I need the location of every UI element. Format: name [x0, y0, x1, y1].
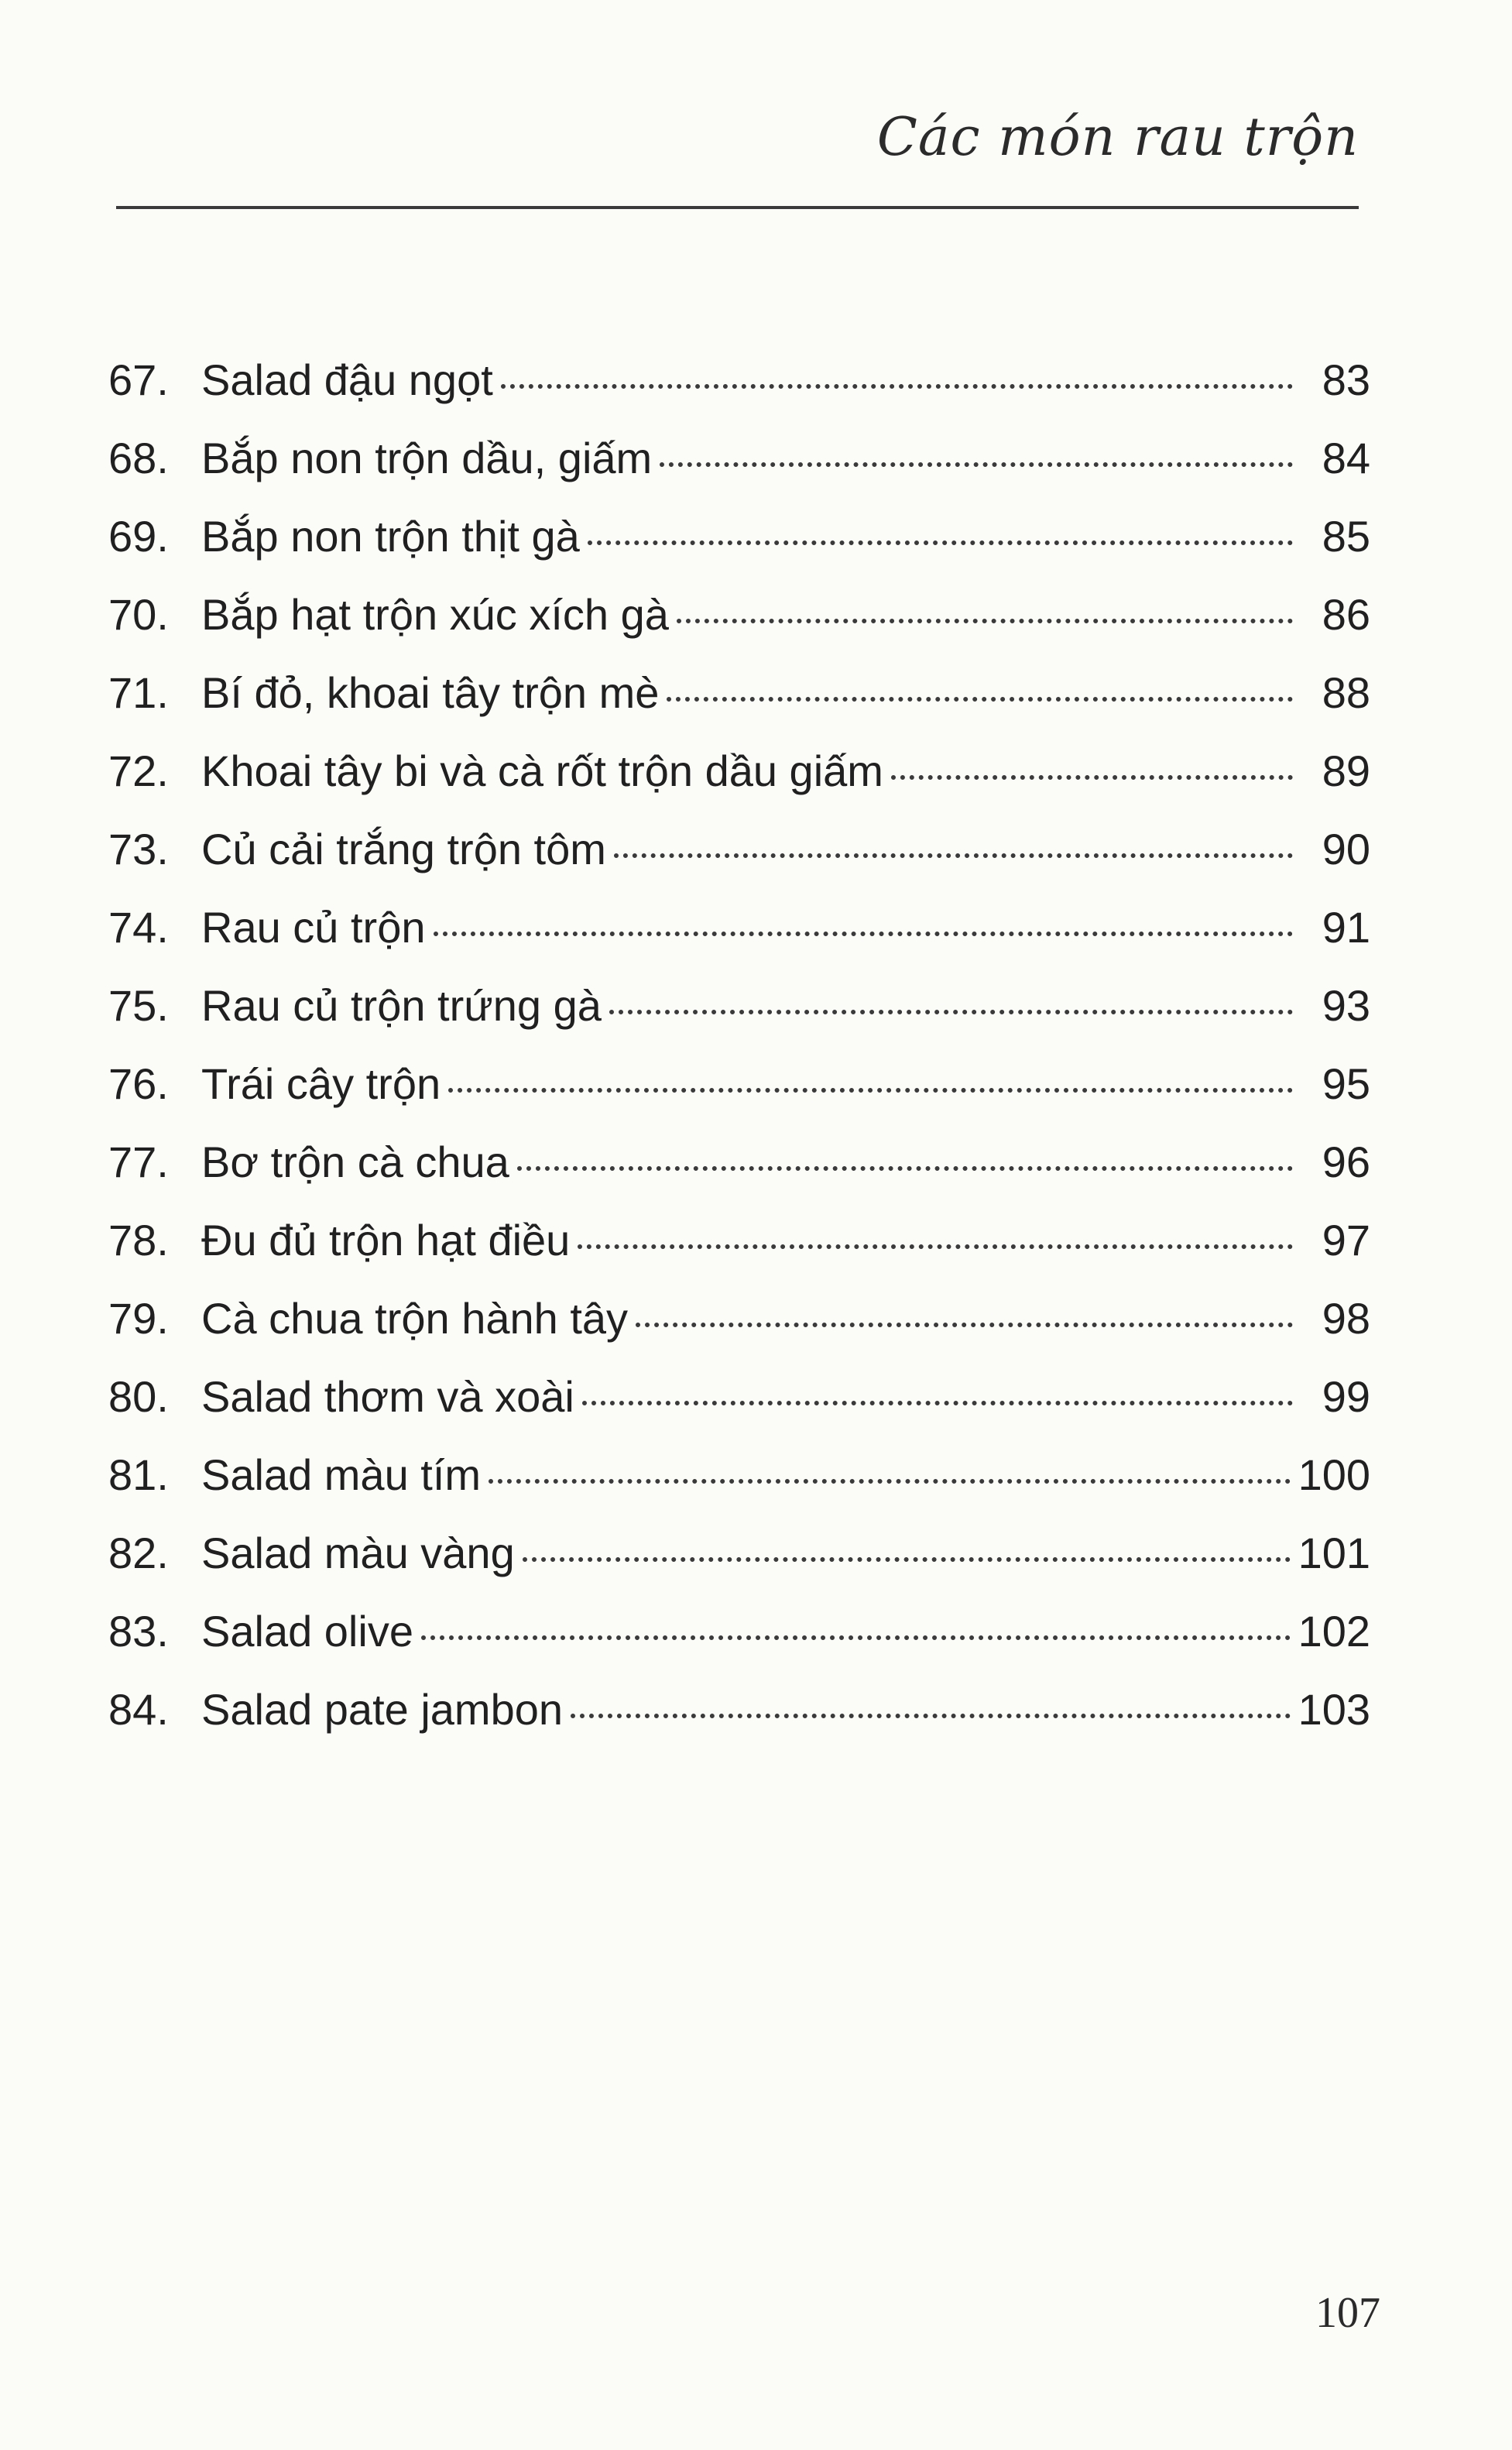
header-title: Các món rau trộn	[876, 107, 1359, 168]
entry-title: Rau củ trộn trứng gà	[201, 981, 602, 1030]
entry-number: 84.	[108, 1685, 169, 1734]
entry-number: 83.	[108, 1607, 169, 1656]
entry-title: Bí đỏ, khoai tây trộn mè	[201, 668, 660, 717]
entry-page: 97	[1322, 1216, 1370, 1264]
dot-leader	[448, 1088, 1293, 1093]
entry-title: Salad màu vàng	[201, 1529, 515, 1577]
dot-leader	[588, 540, 1293, 545]
entry-number: 67.	[108, 355, 169, 404]
entry-title: Bắp non trộn dầu, giấm	[201, 434, 653, 482]
entry-title: Củ cải trắng trộn tôm	[201, 825, 606, 873]
dot-leader	[517, 1166, 1293, 1171]
entry-number: 79.	[108, 1294, 169, 1343]
entry-page: 88	[1322, 668, 1370, 717]
dot-leader	[614, 853, 1293, 858]
entry-page: 89	[1322, 746, 1370, 795]
running-header	[116, 93, 1359, 209]
entry-number: 75.	[108, 981, 169, 1030]
dot-leader	[636, 1323, 1293, 1327]
toc-entry[interactable]	[108, 1436, 1370, 1514]
entry-title: Salad pate jambon	[201, 1685, 564, 1734]
toc-entry[interactable]	[108, 1201, 1370, 1279]
entry-page: 96	[1322, 1138, 1370, 1186]
entry-page: 99	[1322, 1372, 1370, 1421]
toc-entry[interactable]	[108, 575, 1370, 654]
entry-page: 102	[1298, 1607, 1370, 1656]
toc-entry[interactable]	[108, 966, 1370, 1045]
dot-leader	[489, 1479, 1291, 1484]
entry-number: 78.	[108, 1216, 169, 1264]
entry-page: 95	[1322, 1059, 1370, 1108]
entry-number: 76.	[108, 1059, 169, 1108]
entry-title: Trái cây trộn	[201, 1059, 441, 1108]
entry-number: 68.	[108, 434, 169, 482]
dot-leader	[667, 697, 1293, 702]
entry-title: Salad đậu ngọt	[201, 355, 493, 404]
entry-page: 103	[1298, 1685, 1370, 1734]
toc-entry[interactable]	[108, 888, 1370, 966]
entry-title: Bơ trộn cà chua	[201, 1138, 509, 1186]
dot-leader	[501, 384, 1293, 389]
entry-title: Rau củ trộn	[201, 903, 426, 952]
entry-page: 86	[1322, 590, 1370, 639]
dot-leader	[609, 1010, 1293, 1014]
dot-leader	[578, 1244, 1293, 1249]
entry-page: 98	[1322, 1294, 1370, 1343]
entry-page: 100	[1298, 1450, 1370, 1499]
entry-page: 83	[1322, 355, 1370, 404]
toc-entry[interactable]	[108, 419, 1370, 497]
entry-number: 82.	[108, 1529, 169, 1577]
page-number: 107	[1315, 2289, 1380, 2337]
dot-leader	[523, 1557, 1291, 1562]
entry-title: Salad thơm và xoài	[201, 1372, 574, 1421]
entry-number: 74.	[108, 903, 169, 952]
dot-leader	[434, 932, 1294, 936]
entry-number: 70.	[108, 590, 169, 639]
toc-entry[interactable]	[108, 497, 1370, 575]
entry-number: 71.	[108, 668, 169, 717]
entry-number: 72.	[108, 746, 169, 795]
entry-title: Bắp non trộn thịt gà	[201, 512, 580, 561]
toc-entry[interactable]	[108, 1123, 1370, 1201]
header-rule	[116, 206, 1359, 209]
dot-leader	[660, 462, 1293, 467]
toc-entry[interactable]	[108, 732, 1370, 810]
entry-title: Bắp hạt trộn xúc xích gà	[201, 590, 669, 639]
entry-title: Salad màu tím	[201, 1450, 482, 1499]
entry-page: 85	[1322, 512, 1370, 561]
toc-entry[interactable]	[108, 1357, 1370, 1436]
entry-title: Khoai tây bi và cà rốt trộn dầu giấm	[201, 746, 883, 795]
toc-entry[interactable]	[108, 341, 1370, 419]
toc-entry[interactable]	[108, 1045, 1370, 1123]
dot-leader	[421, 1635, 1291, 1640]
entry-title: Salad olive	[201, 1607, 413, 1656]
entry-number: 73.	[108, 825, 169, 873]
dot-leader	[582, 1401, 1293, 1405]
dot-leader	[571, 1714, 1291, 1718]
table-of-contents	[108, 341, 1370, 1748]
entry-number: 81.	[108, 1450, 169, 1499]
toc-entry[interactable]	[108, 810, 1370, 888]
entry-title: Cà chua trộn hành tây	[201, 1294, 629, 1343]
toc-entry[interactable]	[108, 1279, 1370, 1357]
dot-leader	[677, 619, 1293, 623]
entry-page: 91	[1322, 903, 1370, 952]
dot-leader	[891, 775, 1293, 780]
entry-number: 77.	[108, 1138, 169, 1186]
toc-entry[interactable]	[108, 1514, 1370, 1592]
entry-page: 90	[1322, 825, 1370, 873]
entry-page: 84	[1322, 434, 1370, 482]
entry-number: 80.	[108, 1372, 169, 1421]
entry-page: 93	[1322, 981, 1370, 1030]
toc-entry[interactable]	[108, 1670, 1370, 1748]
toc-entry[interactable]	[108, 1592, 1370, 1670]
entry-title: Đu đủ trộn hạt điều	[201, 1216, 571, 1264]
entry-number: 69.	[108, 512, 169, 561]
entry-page: 101	[1298, 1529, 1370, 1577]
toc-entry[interactable]	[108, 654, 1370, 732]
